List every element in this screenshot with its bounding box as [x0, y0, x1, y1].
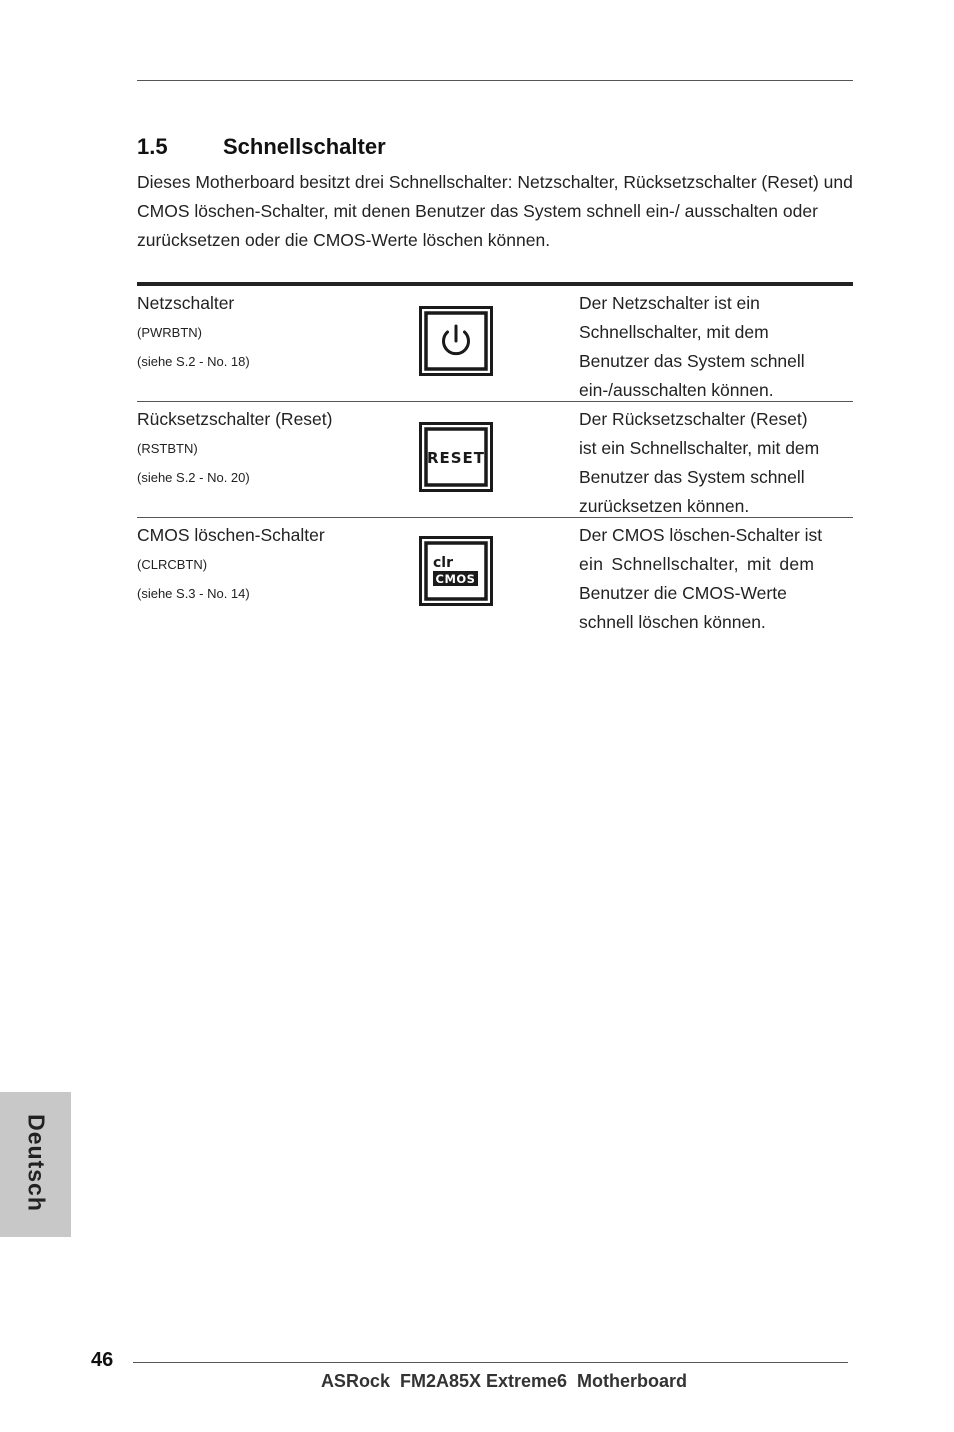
switch-name-cell — [137, 289, 407, 376]
description-line: schnell löschen können. — [579, 612, 766, 632]
description-line: Der Netzschalter ist ein — [579, 293, 760, 313]
bottom-rule — [133, 1362, 848, 1363]
description-line: Benutzer das System schnell — [579, 467, 805, 487]
power-icon — [419, 306, 493, 376]
description-line: Der Rücksetzschalter (Reset) — [579, 409, 808, 429]
switch-description — [579, 521, 853, 637]
description-line: Benutzer die CMOS-Werte — [579, 583, 787, 603]
switch-description — [579, 405, 853, 521]
switch-name: Rücksetzschalter (Reset) — [137, 409, 333, 429]
switch-name-cell — [137, 521, 407, 608]
switch-ref: (siehe S.2 - No. 20) — [137, 470, 250, 485]
switch-code: (PWRBTN) — [137, 325, 202, 340]
top-rule — [137, 80, 853, 81]
table-row — [137, 286, 853, 402]
description-line: ein Schnellschalter, mit dem — [579, 554, 815, 574]
description-line: Benutzer das System schnell — [579, 351, 805, 371]
clr-label: clr — [433, 555, 454, 571]
switch-name-cell — [137, 405, 407, 492]
footer-title: ASRock FM2A85X Extreme6 Motherboard — [320, 1371, 688, 1391]
switch-name: CMOS löschen-Schalter — [137, 525, 325, 545]
reset-icon-label: RESET — [426, 449, 486, 467]
description-line: ist ein Schnellschalter, mit dem — [579, 438, 820, 458]
cmos-label: CMOS — [435, 572, 476, 586]
intro-paragraph: Dieses Motherboard besitzt drei Schnellschalter: Netzschalter, Rücksetzschalter (Reset) und CMOS löschen-Schalter, mit denen Benutzer das System schnell ein-/ ausschalten oder zurücksetzen oder die CMOS-Werte löschen können. — [137, 172, 853, 250]
section-title: Schnellschalter — [223, 134, 386, 159]
page-number: 46 — [91, 1349, 114, 1371]
reset-icon — [419, 422, 493, 492]
switch-code: (RSTBTN) — [137, 441, 198, 456]
section-heading — [137, 134, 386, 160]
switch-table — [137, 282, 853, 633]
switch-code: (CLRCBTN) — [137, 557, 208, 572]
description-line: Der CMOS löschen-Schalter ist — [579, 525, 823, 545]
table-row — [137, 518, 853, 633]
clear-cmos-icon — [419, 536, 493, 606]
switch-ref: (siehe S.3 - No. 14) — [137, 586, 250, 601]
switch-ref: (siehe S.2 - No. 18) — [137, 354, 250, 369]
section-number: 1.5 — [137, 134, 168, 159]
description-line: Schnellschalter, mit dem — [579, 322, 769, 342]
switch-name: Netzschalter — [137, 293, 235, 313]
description-line: ein-/ausschalten können. — [579, 380, 774, 400]
language-tab-label: Deutsch — [23, 1114, 50, 1212]
switch-description — [579, 289, 853, 405]
table-row — [137, 402, 853, 518]
description-line: zurücksetzen können. — [579, 496, 750, 516]
